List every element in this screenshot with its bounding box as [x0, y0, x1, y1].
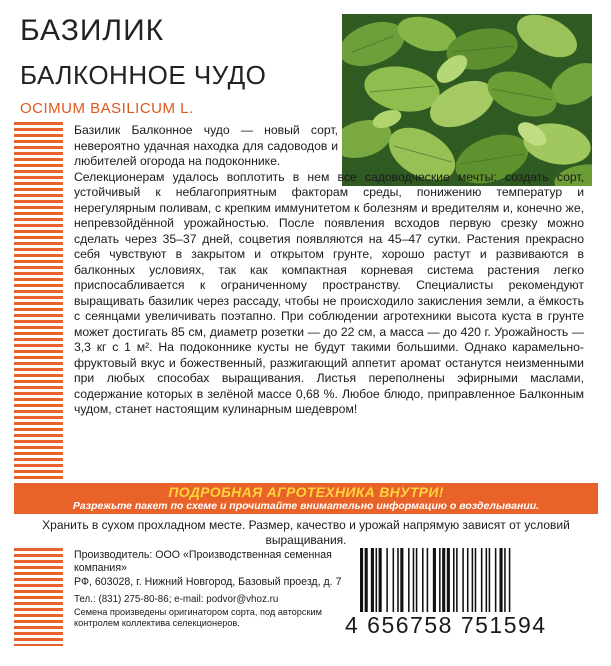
description	[74, 123, 584, 418]
barcode-digits: 4 656758 751594	[345, 612, 547, 638]
barcode-number	[345, 612, 595, 639]
decorative-stripes-bottom	[14, 548, 63, 646]
producer-info	[74, 549, 344, 630]
product-title: БАЗИЛИК	[20, 14, 165, 47]
latin-name: OCIMUM BASILICUM L.	[20, 100, 194, 117]
decorative-stripes-top	[14, 122, 63, 480]
banner-subtitle: Разрежьте пакет по схеме и прочитайте внимательно информацию о возделывании.	[72, 500, 540, 512]
producer-name: Производитель: ООО «Производственная семенная компания»	[74, 549, 332, 575]
producer-note: Семена произведены оригинатором сорта, под авторским контролем коллектива селекционеров.	[74, 606, 322, 629]
description-body: Селекционерам удалось воплотить в нем все садоводческие мечты: создать сорт, устойчивый к неблагоприятным факторам среды, понижению температур и нерегулярным поливам, с крепким иммунитетом к болезням и вредителям и, конечно же, непревзойдённой урожайностью. После появления всходов первую срезку можно сделать через 35–37 дней, соцветия появляются на 45–47 сутки. Растения прекрасно себя чувствуют в закрытом и открытом грунте, хорошо растут и развиваются в балконных условиях, так как компактная корневая система растения легко приспосабливается к ограниченному пространству. Специалисты рекомендуют выращивать базилик через рассаду, чтобы не происходило закисления земли, а ёмкость с сеянцами увеличивать поэтапно. При соблюдении агротехники высота куста в грунте может достигать 85 см, диаметр розетки — до 22 см, а масса — до 420 г. Урожайность — 3,3 кг с 1 м². На подоконнике кусты не будут такими большими. Однако карамельно-фруктовый вкус и божественный, разжигающий аппетит аромат останутся неизменными при любых способах выращивания. Листья переполнены эфирными маслами, содержание которых в зелёной массе 0,68 %. Любое блюдо, приправленное Балконным чудом, станет настоящим кулинарным шедевром!	[74, 169, 584, 416]
variety-name: БАЛКОННОЕ ЧУДО	[20, 60, 267, 90]
producer-address: РФ, 603028, г. Нижний Новгород, Базовый проезд, д. 7	[74, 575, 342, 588]
storage-instructions: Хранить в сухом прохладном месте. Размер, качество и урожай напрямую зависят от условий выращивания.	[42, 518, 570, 547]
description-intro: Базилик Балконное чудо — новый сорт, невероятно удачная находка для садоводов и любителей огорода на подоконнике.	[74, 123, 338, 168]
producer-contact: Тел.: (831) 275-80-86; e-mail: podvor@vhoz.ru	[74, 594, 279, 606]
agrotechnics-banner	[14, 483, 598, 514]
banner-title: ПОДРОБНАЯ АГРОТЕХНИКА ВНУТРИ!	[168, 484, 444, 500]
